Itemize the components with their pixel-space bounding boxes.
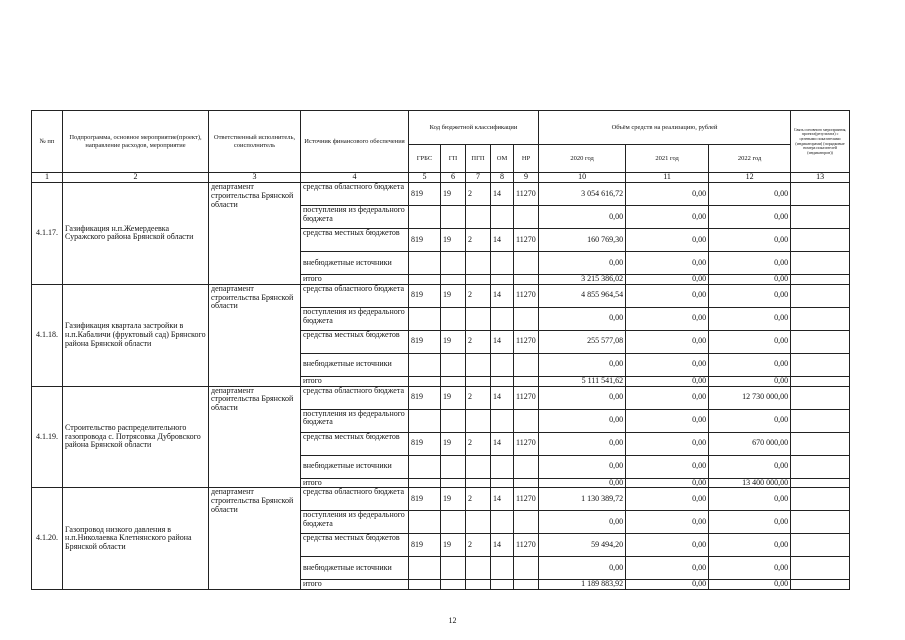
- code-gp: [441, 252, 466, 275]
- code-np: 11270: [514, 386, 539, 409]
- amount-2022: 0,00: [709, 284, 791, 307]
- amount-2022: 13 400 000,00: [709, 478, 791, 488]
- source-regional: средства областного бюджета: [301, 284, 409, 307]
- source-total: итого: [301, 580, 409, 590]
- code-pgp: [466, 511, 491, 534]
- amount-2021: 0,00: [626, 511, 709, 534]
- code-np: [514, 580, 539, 590]
- amount-2021: 0,00: [626, 307, 709, 330]
- header-grbs: ГРБС: [409, 145, 441, 173]
- amount-2022: 670 000,00: [709, 432, 791, 455]
- link-cell: [791, 432, 850, 455]
- header-program: Подпрограмма, основное мероприятие(проект), направление расходов, мероприятие: [63, 111, 209, 173]
- source-regional: средства областного бюджета: [301, 183, 409, 206]
- amount-2020: 59 494,20: [539, 534, 626, 557]
- source-regional: средства областного бюджета: [301, 386, 409, 409]
- code-grbs: [409, 252, 441, 275]
- amount-2020: 0,00: [539, 386, 626, 409]
- code-om: [491, 511, 514, 534]
- code-pgp: [466, 275, 491, 285]
- amount-2022: 0,00: [709, 557, 791, 580]
- code-grbs: [409, 580, 441, 590]
- link-cell: [791, 183, 850, 206]
- code-pgp: [466, 206, 491, 229]
- item-executor: департамент строительства Брянской области: [209, 488, 301, 590]
- item-executor: департамент строительства Брянской области: [209, 386, 301, 488]
- amount-2021: 0,00: [626, 478, 709, 488]
- amount-2021: 0,00: [626, 206, 709, 229]
- amount-2022: 0,00: [709, 275, 791, 285]
- item-index: 4.1.20.: [32, 488, 63, 590]
- code-grbs: 819: [409, 229, 441, 252]
- code-pgp: 2: [466, 432, 491, 455]
- code-np: [514, 557, 539, 580]
- budget-table: [31, 110, 850, 590]
- item-index: 4.1.18.: [32, 284, 63, 386]
- code-om: [491, 455, 514, 478]
- amount-2021: 0,00: [626, 376, 709, 386]
- code-np: [514, 455, 539, 478]
- amount-2020: 255 577,08: [539, 330, 626, 353]
- amount-2020: 0,00: [539, 478, 626, 488]
- column-number: 4: [301, 173, 409, 183]
- code-gp: [441, 455, 466, 478]
- column-number: 2: [63, 173, 209, 183]
- code-om: [491, 409, 514, 432]
- amount-2022: 0,00: [709, 511, 791, 534]
- column-number: 12: [709, 173, 791, 183]
- amount-2020: 3 215 386,02: [539, 275, 626, 285]
- code-gp: 19: [441, 183, 466, 206]
- link-cell: [791, 307, 850, 330]
- amount-2022: 0,00: [709, 534, 791, 557]
- source-federal: поступления из федерального бюджета: [301, 206, 409, 229]
- code-np: [514, 275, 539, 285]
- code-grbs: [409, 376, 441, 386]
- code-gp: [441, 353, 466, 376]
- amount-2022: 0,00: [709, 307, 791, 330]
- code-om: 14: [491, 183, 514, 206]
- link-cell: [791, 409, 850, 432]
- code-pgp: [466, 376, 491, 386]
- link-cell: [791, 534, 850, 557]
- amount-2022: 0,00: [709, 488, 791, 511]
- amount-2021: 0,00: [626, 252, 709, 275]
- amount-2022: 0,00: [709, 183, 791, 206]
- code-om: 14: [491, 330, 514, 353]
- amount-2021: 0,00: [626, 557, 709, 580]
- table-header: [32, 111, 850, 173]
- column-number: 3: [209, 173, 301, 183]
- amount-2020: 0,00: [539, 455, 626, 478]
- code-grbs: [409, 206, 441, 229]
- code-np: [514, 252, 539, 275]
- amount-2021: 0,00: [626, 386, 709, 409]
- amount-2021: 0,00: [626, 432, 709, 455]
- source-total: итого: [301, 275, 409, 285]
- amount-2022: 0,00: [709, 330, 791, 353]
- amount-2020: 0,00: [539, 409, 626, 432]
- code-np: 11270: [514, 534, 539, 557]
- code-om: [491, 557, 514, 580]
- table-row: [32, 183, 850, 206]
- amount-2020: 3 054 616,72: [539, 183, 626, 206]
- code-gp: 19: [441, 488, 466, 511]
- amount-2022: 0,00: [709, 455, 791, 478]
- table-row: [32, 386, 850, 409]
- link-cell: [791, 511, 850, 534]
- code-om: 14: [491, 488, 514, 511]
- source-federal: поступления из федерального бюджета: [301, 307, 409, 330]
- header-budget-code: Код бюджетной классификации: [409, 111, 539, 145]
- table-row: [32, 488, 850, 511]
- code-pgp: [466, 353, 491, 376]
- code-om: [491, 275, 514, 285]
- source-total: итого: [301, 376, 409, 386]
- column-number-row: [32, 173, 850, 183]
- header-np: НР: [514, 145, 539, 173]
- column-number: 1: [32, 173, 63, 183]
- code-gp: [441, 275, 466, 285]
- link-cell: [791, 386, 850, 409]
- code-gp: [441, 376, 466, 386]
- item-executor: департамент строительства Брянской области: [209, 183, 301, 285]
- code-om: 14: [491, 229, 514, 252]
- code-grbs: 819: [409, 432, 441, 455]
- code-grbs: [409, 455, 441, 478]
- link-cell: [791, 580, 850, 590]
- column-number: 7: [466, 173, 491, 183]
- code-gp: [441, 580, 466, 590]
- amount-2020: 1 130 389,72: [539, 488, 626, 511]
- amount-2021: 0,00: [626, 229, 709, 252]
- code-np: 11270: [514, 229, 539, 252]
- code-om: 14: [491, 386, 514, 409]
- source-offbudget: внебюджетные источники: [301, 557, 409, 580]
- link-cell: [791, 557, 850, 580]
- code-gp: [441, 511, 466, 534]
- amount-2020: 0,00: [539, 557, 626, 580]
- code-grbs: [409, 557, 441, 580]
- column-number: 13: [791, 173, 850, 183]
- code-om: 14: [491, 534, 514, 557]
- link-cell: [791, 455, 850, 478]
- amount-2022: 0,00: [709, 229, 791, 252]
- amount-2021: 0,00: [626, 580, 709, 590]
- header-gp: ГП: [441, 145, 466, 173]
- code-pgp: 2: [466, 183, 491, 206]
- table-row: [32, 284, 850, 307]
- code-np: 11270: [514, 183, 539, 206]
- code-om: [491, 376, 514, 386]
- table-body: [32, 173, 850, 590]
- code-gp: [441, 409, 466, 432]
- code-om: 14: [491, 432, 514, 455]
- page-number: 12: [448, 616, 457, 625]
- code-gp: 19: [441, 284, 466, 307]
- amount-2022: 0,00: [709, 376, 791, 386]
- header-om: ОМ: [491, 145, 514, 173]
- amount-2021: 0,00: [626, 409, 709, 432]
- amount-2020: 0,00: [539, 206, 626, 229]
- header-source: Источник финансового обеспечения: [301, 111, 409, 173]
- amount-2020: 0,00: [539, 432, 626, 455]
- item-name: Газификация квартала застройки в н.п.Кабаличи (фруктовый сад) Брянского района Брянской области: [63, 284, 209, 386]
- code-pgp: 2: [466, 534, 491, 557]
- code-gp: 19: [441, 534, 466, 557]
- amount-2021: 0,00: [626, 455, 709, 478]
- item-name: Строительство распределительного газопровода с. Потрясовка Дубровского района Брянской области: [63, 386, 209, 488]
- code-pgp: 2: [466, 284, 491, 307]
- source-offbudget: внебюджетные источники: [301, 353, 409, 376]
- amount-2021: 0,00: [626, 330, 709, 353]
- header-executor: Ответственный исполнитель, соисполнитель: [209, 111, 301, 173]
- link-cell: [791, 252, 850, 275]
- header-link: Связь основного мероприятия, проекта(результата) с целевыми показателями (индикаторами) (порядковые номера показателей (индикаторов)): [791, 111, 850, 173]
- code-pgp: [466, 557, 491, 580]
- code-pgp: [466, 252, 491, 275]
- code-grbs: 819: [409, 330, 441, 353]
- code-gp: 19: [441, 432, 466, 455]
- amount-2021: 0,00: [626, 353, 709, 376]
- code-np: [514, 409, 539, 432]
- amount-2020: 160 769,30: [539, 229, 626, 252]
- source-regional: средства областного бюджета: [301, 488, 409, 511]
- source-local: средства местных бюджетов: [301, 229, 409, 252]
- code-np: [514, 353, 539, 376]
- code-np: [514, 206, 539, 229]
- code-om: 14: [491, 284, 514, 307]
- code-np: 11270: [514, 330, 539, 353]
- code-pgp: 2: [466, 330, 491, 353]
- source-offbudget: внебюджетные источники: [301, 252, 409, 275]
- header-no: № пп: [32, 111, 63, 173]
- code-gp: [441, 478, 466, 488]
- column-number: 11: [626, 173, 709, 183]
- column-number: 9: [514, 173, 539, 183]
- header-2020: 2020 год: [539, 145, 626, 173]
- link-cell: [791, 284, 850, 307]
- amount-2022: 0,00: [709, 353, 791, 376]
- code-om: [491, 206, 514, 229]
- code-grbs: 819: [409, 488, 441, 511]
- code-grbs: 819: [409, 386, 441, 409]
- code-gp: [441, 206, 466, 229]
- header-pgp: ПГП: [466, 145, 491, 173]
- link-cell: [791, 488, 850, 511]
- item-name: Газопровод низкого давления в н.п.Николаевка Клетнянского района Брянской области: [63, 488, 209, 590]
- code-gp: 19: [441, 386, 466, 409]
- code-pgp: [466, 409, 491, 432]
- header-2022: 2022 год: [709, 145, 791, 173]
- amount-2021: 0,00: [626, 534, 709, 557]
- header-volume: Объём средств на реализацию, рублей: [539, 111, 791, 145]
- code-gp: 19: [441, 229, 466, 252]
- code-om: [491, 580, 514, 590]
- source-offbudget: внебюджетные источники: [301, 455, 409, 478]
- amount-2020: 0,00: [539, 307, 626, 330]
- amount-2022: 0,00: [709, 580, 791, 590]
- code-np: 11270: [514, 432, 539, 455]
- amount-2020: 4 855 964,54: [539, 284, 626, 307]
- source-local: средства местных бюджетов: [301, 432, 409, 455]
- code-gp: [441, 557, 466, 580]
- code-np: [514, 307, 539, 330]
- amount-2022: 12 730 000,00: [709, 386, 791, 409]
- code-grbs: [409, 511, 441, 534]
- source-local: средства местных бюджетов: [301, 534, 409, 557]
- code-pgp: 2: [466, 386, 491, 409]
- code-pgp: [466, 478, 491, 488]
- code-np: [514, 376, 539, 386]
- amount-2020: 5 111 541,62: [539, 376, 626, 386]
- item-executor: департамент строительства Брянской области: [209, 284, 301, 386]
- code-grbs: 819: [409, 183, 441, 206]
- code-gp: [441, 307, 466, 330]
- amount-2022: 0,00: [709, 206, 791, 229]
- item-index: 4.1.19.: [32, 386, 63, 488]
- amount-2021: 0,00: [626, 284, 709, 307]
- item-name: Газификация н.п.Жемердеевка Суражского района Брянской области: [63, 183, 209, 285]
- code-pgp: 2: [466, 229, 491, 252]
- code-om: [491, 478, 514, 488]
- code-np: 11270: [514, 488, 539, 511]
- code-om: [491, 252, 514, 275]
- amount-2021: 0,00: [626, 183, 709, 206]
- link-cell: [791, 478, 850, 488]
- column-number: 6: [441, 173, 466, 183]
- code-grbs: [409, 478, 441, 488]
- amount-2021: 0,00: [626, 275, 709, 285]
- source-total: итого: [301, 478, 409, 488]
- column-number: 8: [491, 173, 514, 183]
- item-index: 4.1.17.: [32, 183, 63, 285]
- link-cell: [791, 353, 850, 376]
- amount-2021: 0,00: [626, 488, 709, 511]
- code-grbs: 819: [409, 534, 441, 557]
- code-np: [514, 511, 539, 534]
- link-cell: [791, 275, 850, 285]
- code-grbs: 819: [409, 284, 441, 307]
- code-grbs: [409, 307, 441, 330]
- code-gp: 19: [441, 330, 466, 353]
- code-pgp: [466, 580, 491, 590]
- column-number: 5: [409, 173, 441, 183]
- link-cell: [791, 206, 850, 229]
- code-grbs: [409, 353, 441, 376]
- code-pgp: [466, 307, 491, 330]
- link-cell: [791, 376, 850, 386]
- source-federal: поступления из федерального бюджета: [301, 409, 409, 432]
- code-grbs: [409, 275, 441, 285]
- amount-2020: 0,00: [539, 353, 626, 376]
- code-grbs: [409, 409, 441, 432]
- amount-2020: 0,00: [539, 252, 626, 275]
- amount-2020: 0,00: [539, 511, 626, 534]
- column-number: 10: [539, 173, 626, 183]
- amount-2020: 1 189 883,92: [539, 580, 626, 590]
- source-federal: поступления из федерального бюджета: [301, 511, 409, 534]
- amount-2022: 0,00: [709, 409, 791, 432]
- amount-2022: 0,00: [709, 252, 791, 275]
- header-2021: 2021 год: [626, 145, 709, 173]
- source-local: средства местных бюджетов: [301, 330, 409, 353]
- code-pgp: [466, 455, 491, 478]
- code-pgp: 2: [466, 488, 491, 511]
- code-np: 11270: [514, 284, 539, 307]
- code-om: [491, 307, 514, 330]
- link-cell: [791, 330, 850, 353]
- link-cell: [791, 229, 850, 252]
- code-np: [514, 478, 539, 488]
- code-om: [491, 353, 514, 376]
